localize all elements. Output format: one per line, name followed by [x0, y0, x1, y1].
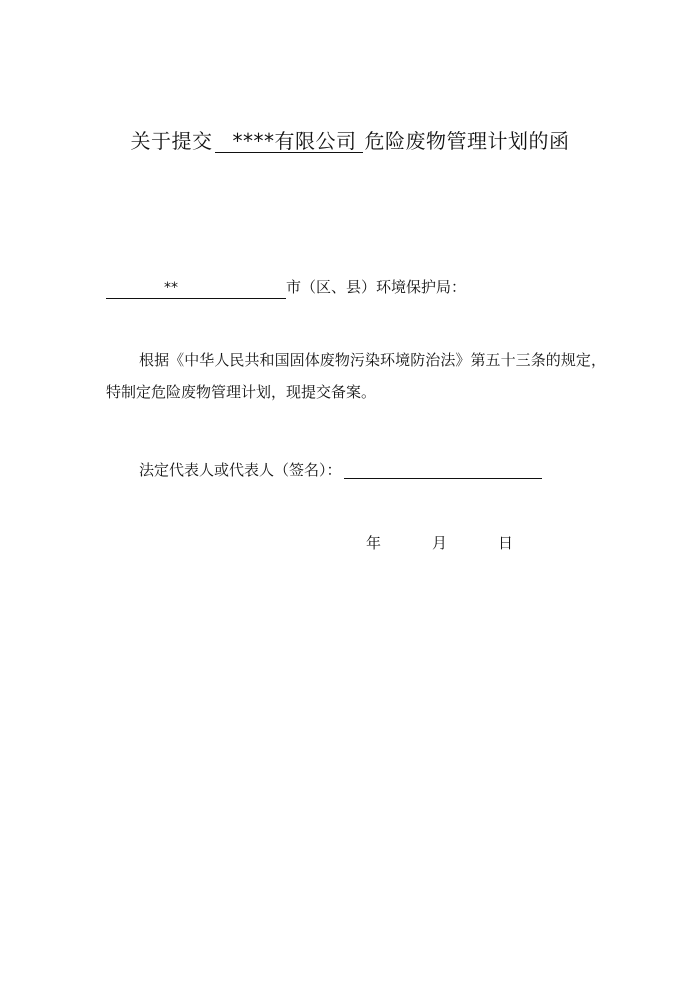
signature-label: 法定代表人或代表人（签名）： — [139, 461, 342, 479]
signature-blank — [344, 460, 542, 479]
date-year: 年 — [366, 534, 382, 552]
date-month: 月 — [432, 534, 448, 552]
addressee-suffix: 市（区、县）环境保护局： — [286, 278, 467, 296]
city-blank-value: ** — [164, 280, 178, 296]
company-name-blank: ****有限公司 — [215, 130, 363, 153]
body-paragraph: 根据《中华人民共和国固体废物污染环境防治法》第五十三条的规定，特制定危险废物管理计划，现提交备案。 — [106, 351, 606, 401]
date-line — [366, 530, 513, 556]
city-blank — [106, 278, 286, 299]
signature-line — [139, 457, 542, 483]
title-suffix: 危险废物管理计划的函 — [364, 129, 570, 153]
date-day: 日 — [498, 534, 514, 552]
document-title — [0, 126, 700, 156]
addressee-line — [106, 274, 466, 300]
title-prefix: 关于提交 — [130, 129, 213, 153]
